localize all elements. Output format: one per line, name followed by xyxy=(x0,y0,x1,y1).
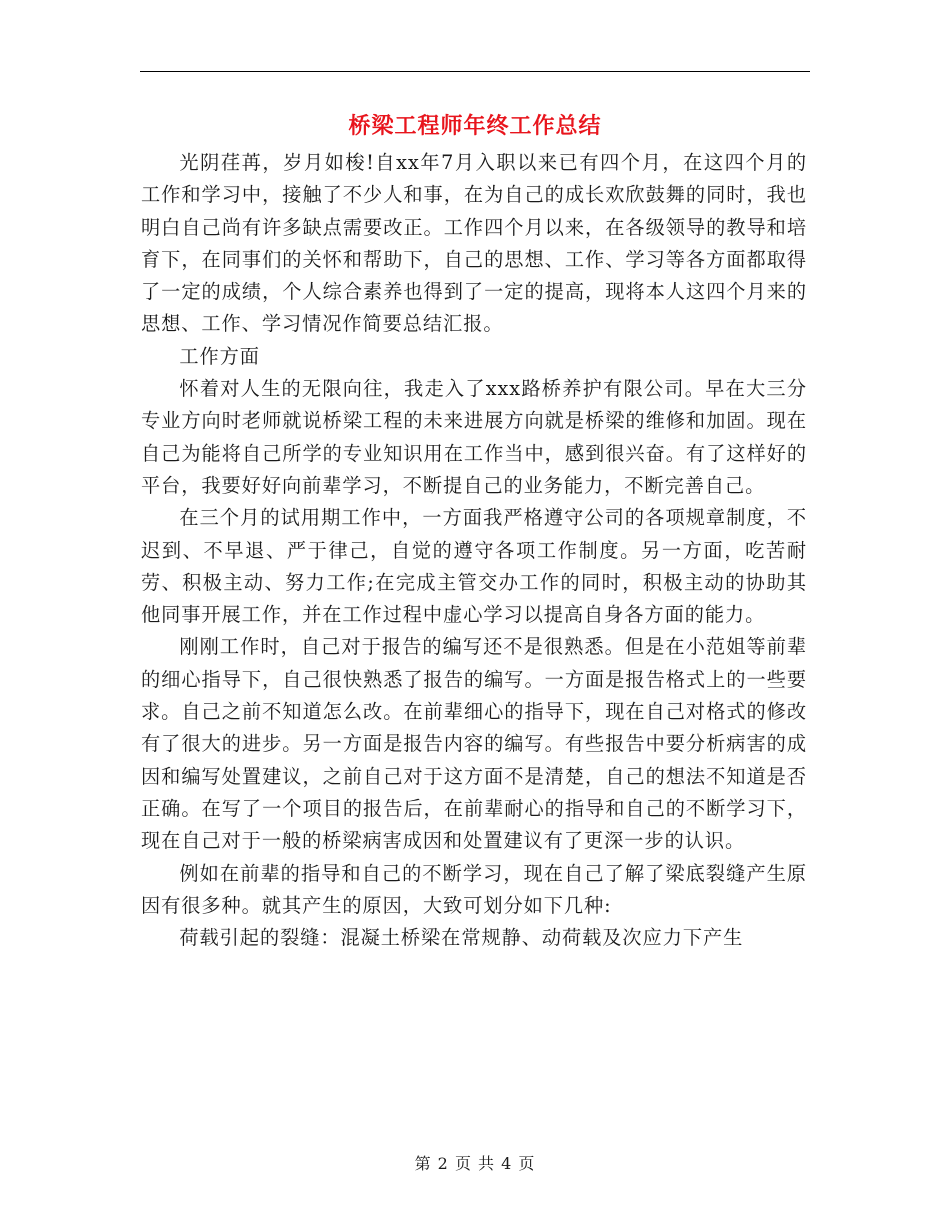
paragraph-reports: 刚刚工作时，自己对于报告的编写还不是很熟悉。但是在小范姐等前辈的细心指导下，自己很快熟悉了报告的编写。一方面是报告格式上的一些要求。自己之前不知道怎么改。在前辈细心的指导下，现在自己对格式的修改有了很大的进步。另一方面是报告内容的编写。有些报告中要分析病害的成因和编写处置建议，之前自己对于这方面不是清楚，自己的想法不知道是否正确。在写了一个项目的报告后，在前辈耐心的指导和自己的不断学习下，现在自己对于一般的桥梁病害成因和处置建议有了更深一步的认识。 xyxy=(141,635,807,853)
header-rule xyxy=(140,71,810,72)
page-number: 第 2 页 共 4 页 xyxy=(414,1154,536,1173)
paragraph-cracks: 例如在前辈的指导和自己的不断学习，现在自己了解了梁底裂缝产生原因有很多种。就其产生的原因，大致可划分如下几种: xyxy=(141,861,807,917)
document-title: 桥梁工程师年终工作总结 xyxy=(348,113,602,139)
paragraph-probation: 在三个月的试用期工作中，一方面我严格遵守公司的各项规章制度，不迟到、不早退、严于律己，自觉的遵守各项工作制度。另一方面，吃苦耐劳、积极主动、努力工作;在完成主管交办工作的同时，积极主动的协助其他同事开展工作，并在工作过程中虚心学习以提高自身各方面的能力。 xyxy=(141,506,807,627)
paragraph-intro: 光阴荏苒，岁月如梭!自xx年7月入职以来已有四个月，在这四个月的工作和学习中，接触了不少人和事，在为自己的成长欢欣鼓舞的同时，我也明白自己尚有许多缺点需要改正。工作四个月以来，在各级领导的教导和培育下，在同事们的关怀和帮助下，自己的思想、工作、学习等各方面都取得了一定的成绩，个人综合素养也得到了一定的提高，现将本人这四个月来的思想、工作、学习情况作简要总结汇报。 xyxy=(141,151,807,336)
paragraph-load-cracks: 荷载引起的裂缝：混凝土桥梁在常规静、动荷载及次应力下产生 xyxy=(179,926,744,950)
paragraph-company: 怀着对人生的无限向往，我走入了xxx路桥养护有限公司。早在大三分专业方向时老师就说桥梁工程的未来进展方向就是桥梁的维修和加固。现在自己为能将自己所学的专业知识用在工作当中，感到很兴奋。有了这样好的平台，我要好好向前辈学习，不断提自己的业务能力，不断完善自己。 xyxy=(141,377,807,497)
section-heading-work: 工作方面 xyxy=(179,344,260,368)
document-body xyxy=(141,147,807,954)
